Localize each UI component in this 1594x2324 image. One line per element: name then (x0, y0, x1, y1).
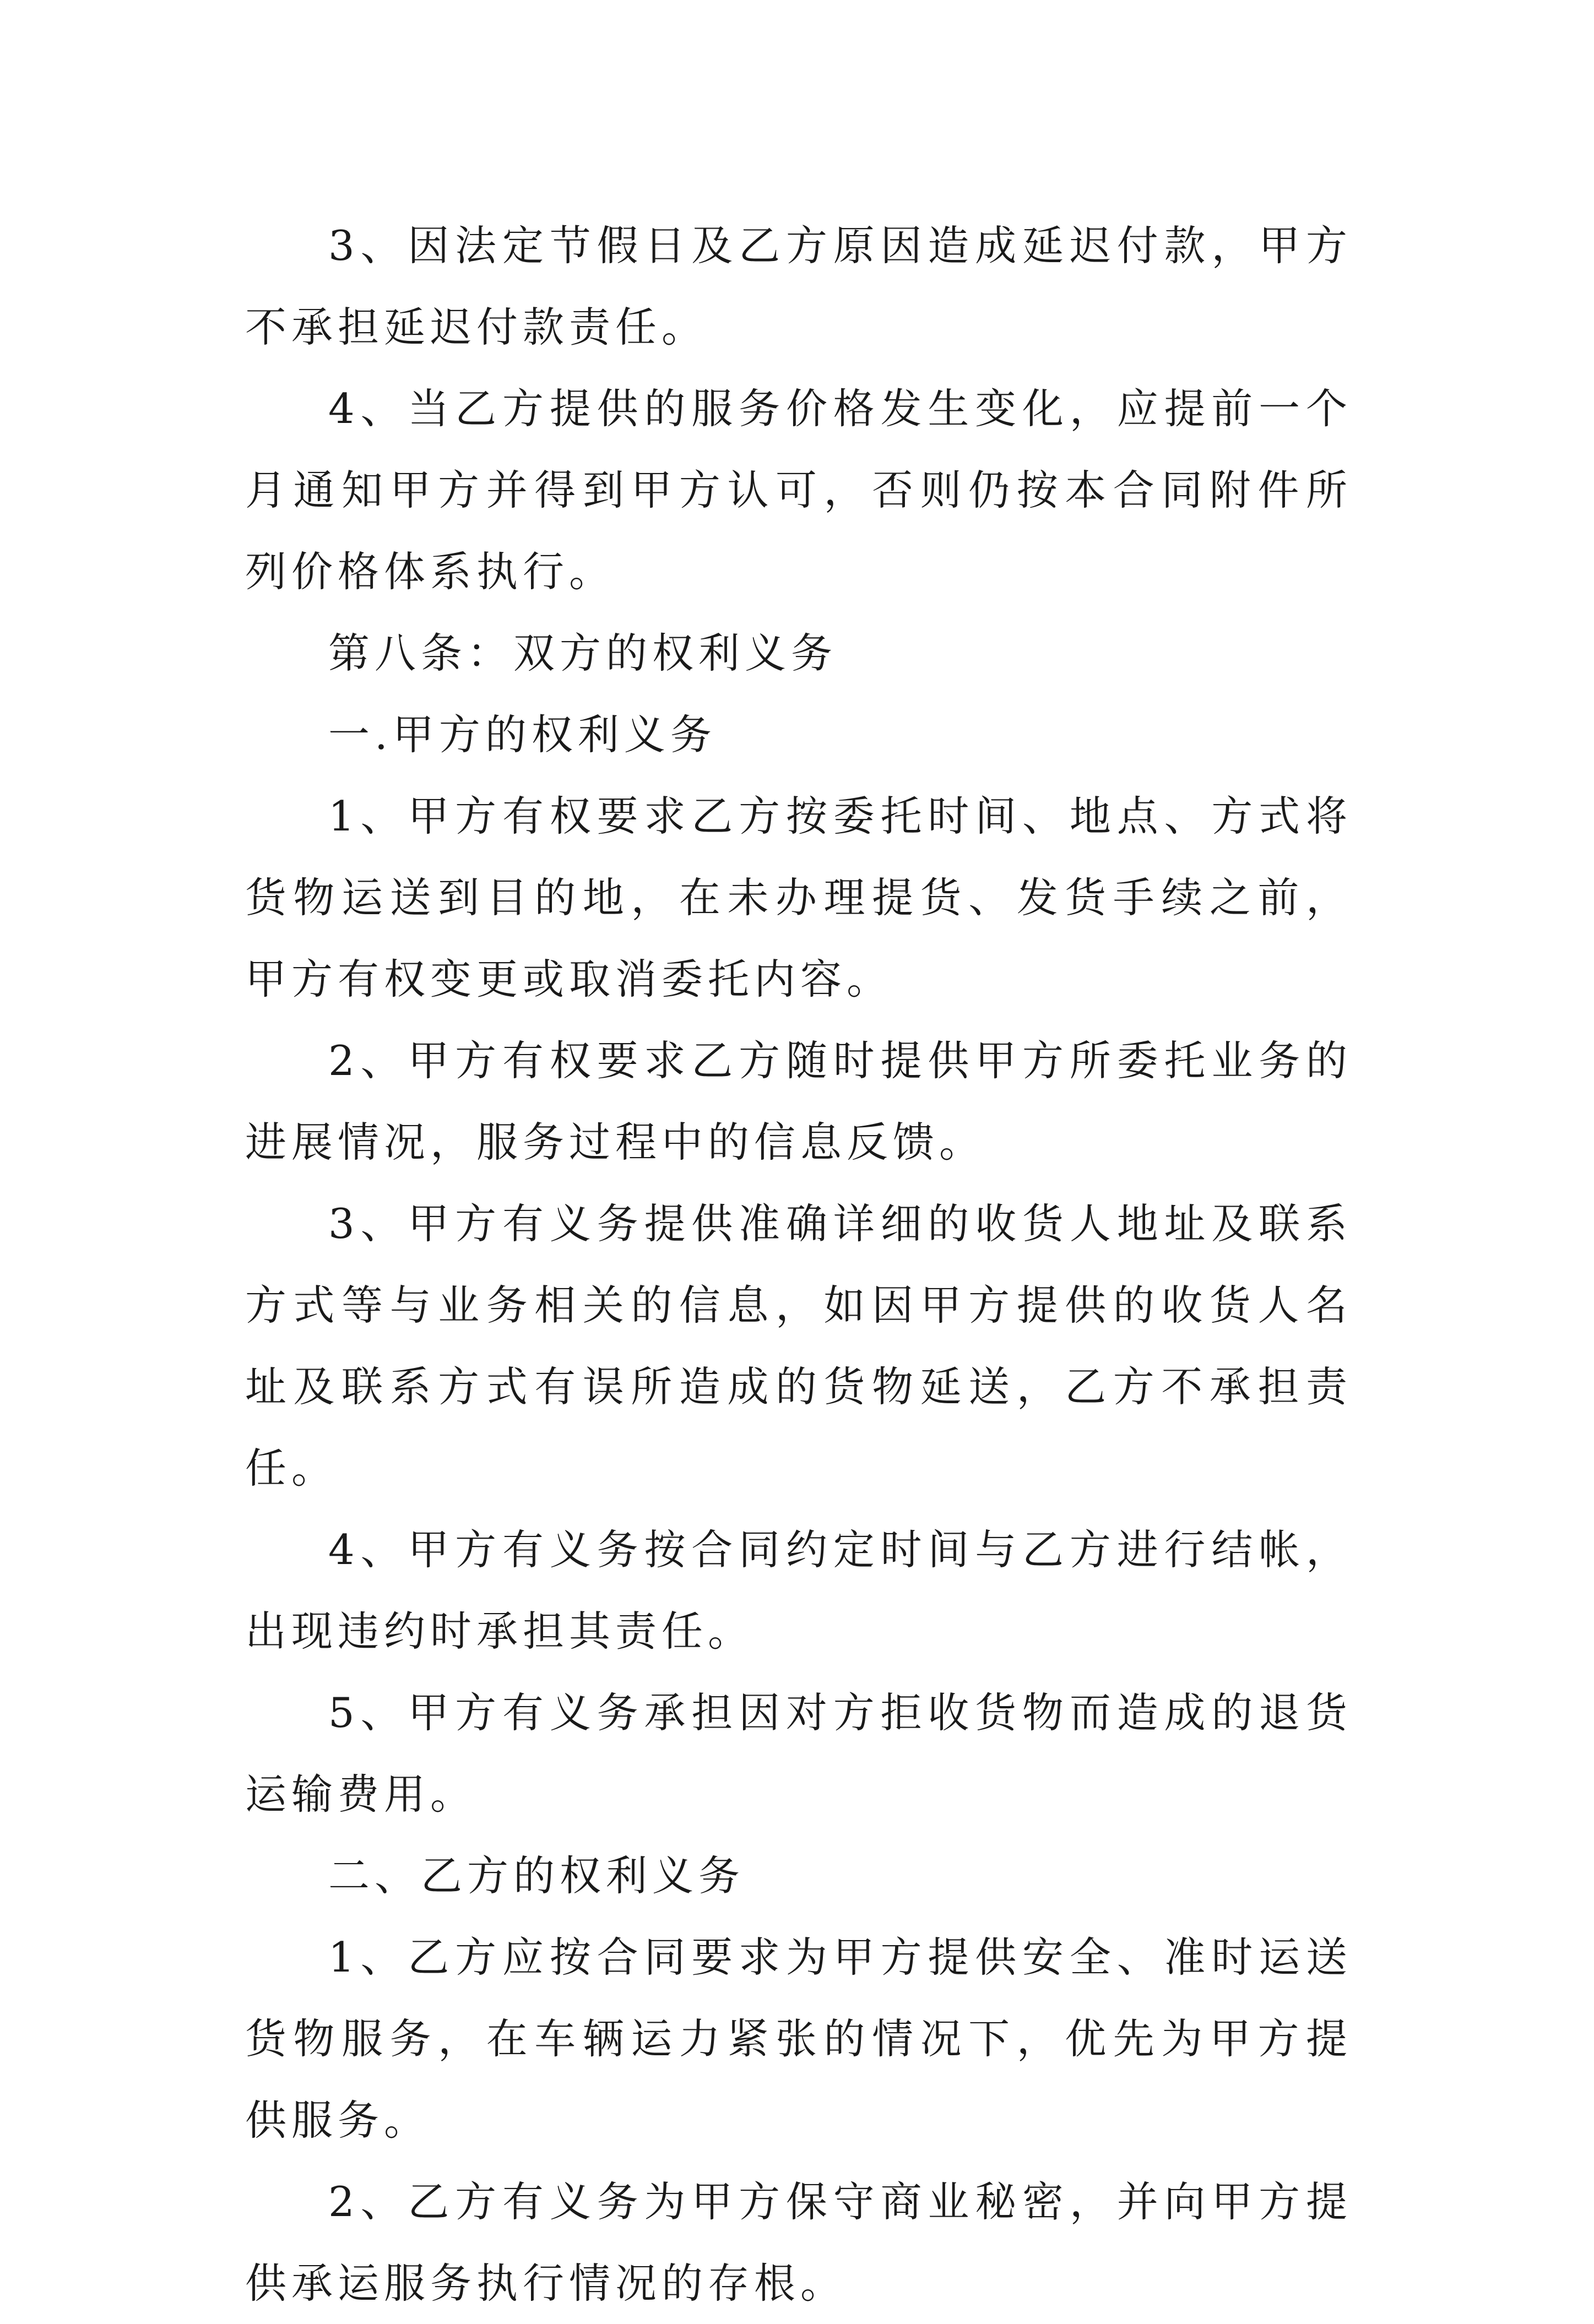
paragraph-party-a-right-2: 2、甲方有权要求乙方随时提供甲方所委托业务的进展情况，服务过程中的信息反馈。 (245, 1036, 1352, 1166)
document-body (245, 205, 1352, 2324)
paragraph-party-b-duty-2: 2、乙方有义务为甲方保守商业秘密，并向甲方提供承运服务执行情况的存根。 (245, 2178, 1352, 2307)
subheading-party-b: 二、乙方的权利义务 (328, 1851, 745, 1900)
paragraph-price-change: 4、当乙方提供的服务价格发生变化，应提前一个月通知甲方并得到甲方认可，否则仍按本合同附件所列价格体系执行。 (245, 384, 1352, 596)
subheading-party-a: 一.甲方的权利义务 (328, 710, 717, 759)
paragraph-party-a-duty-4: 4、甲方有义务按合同约定时间与乙方进行结帐，出现违约时承担其责任。 (245, 1525, 1352, 1655)
paragraph-party-a-duty-3: 3、甲方有义务提供准确详细的收货人地址及联系方式等与业务相关的信息，如因甲方提供的收货人名址及联系方式有误所造成的货物延送，乙方不承担责任。 (245, 1199, 1352, 1492)
paragraph-party-a-right-1: 1、甲方有权要求乙方按委托时间、地点、方式将货物运送到目的地，在未办理提货、发货手续之前，甲方有权变更或取消委托内容。 (245, 792, 1352, 1003)
paragraph-party-a-duty-5: 5、甲方有义务承担因对方拒收货物而造成的退货运输费用。 (245, 1688, 1352, 1818)
section-heading-article-8: 第八条：双方的权利义务 (328, 629, 838, 677)
paragraph-party-b-duty-1: 1、乙方应按合同要求为甲方提供安全、准时运送货物服务，在车辆运力紧张的情况下，优先为甲方提供服务。 (245, 1933, 1352, 2144)
paragraph-payment-delay: 3、因法定节假日及乙方原因造成延迟付款，甲方不承担延迟付款责任。 (245, 221, 1352, 351)
